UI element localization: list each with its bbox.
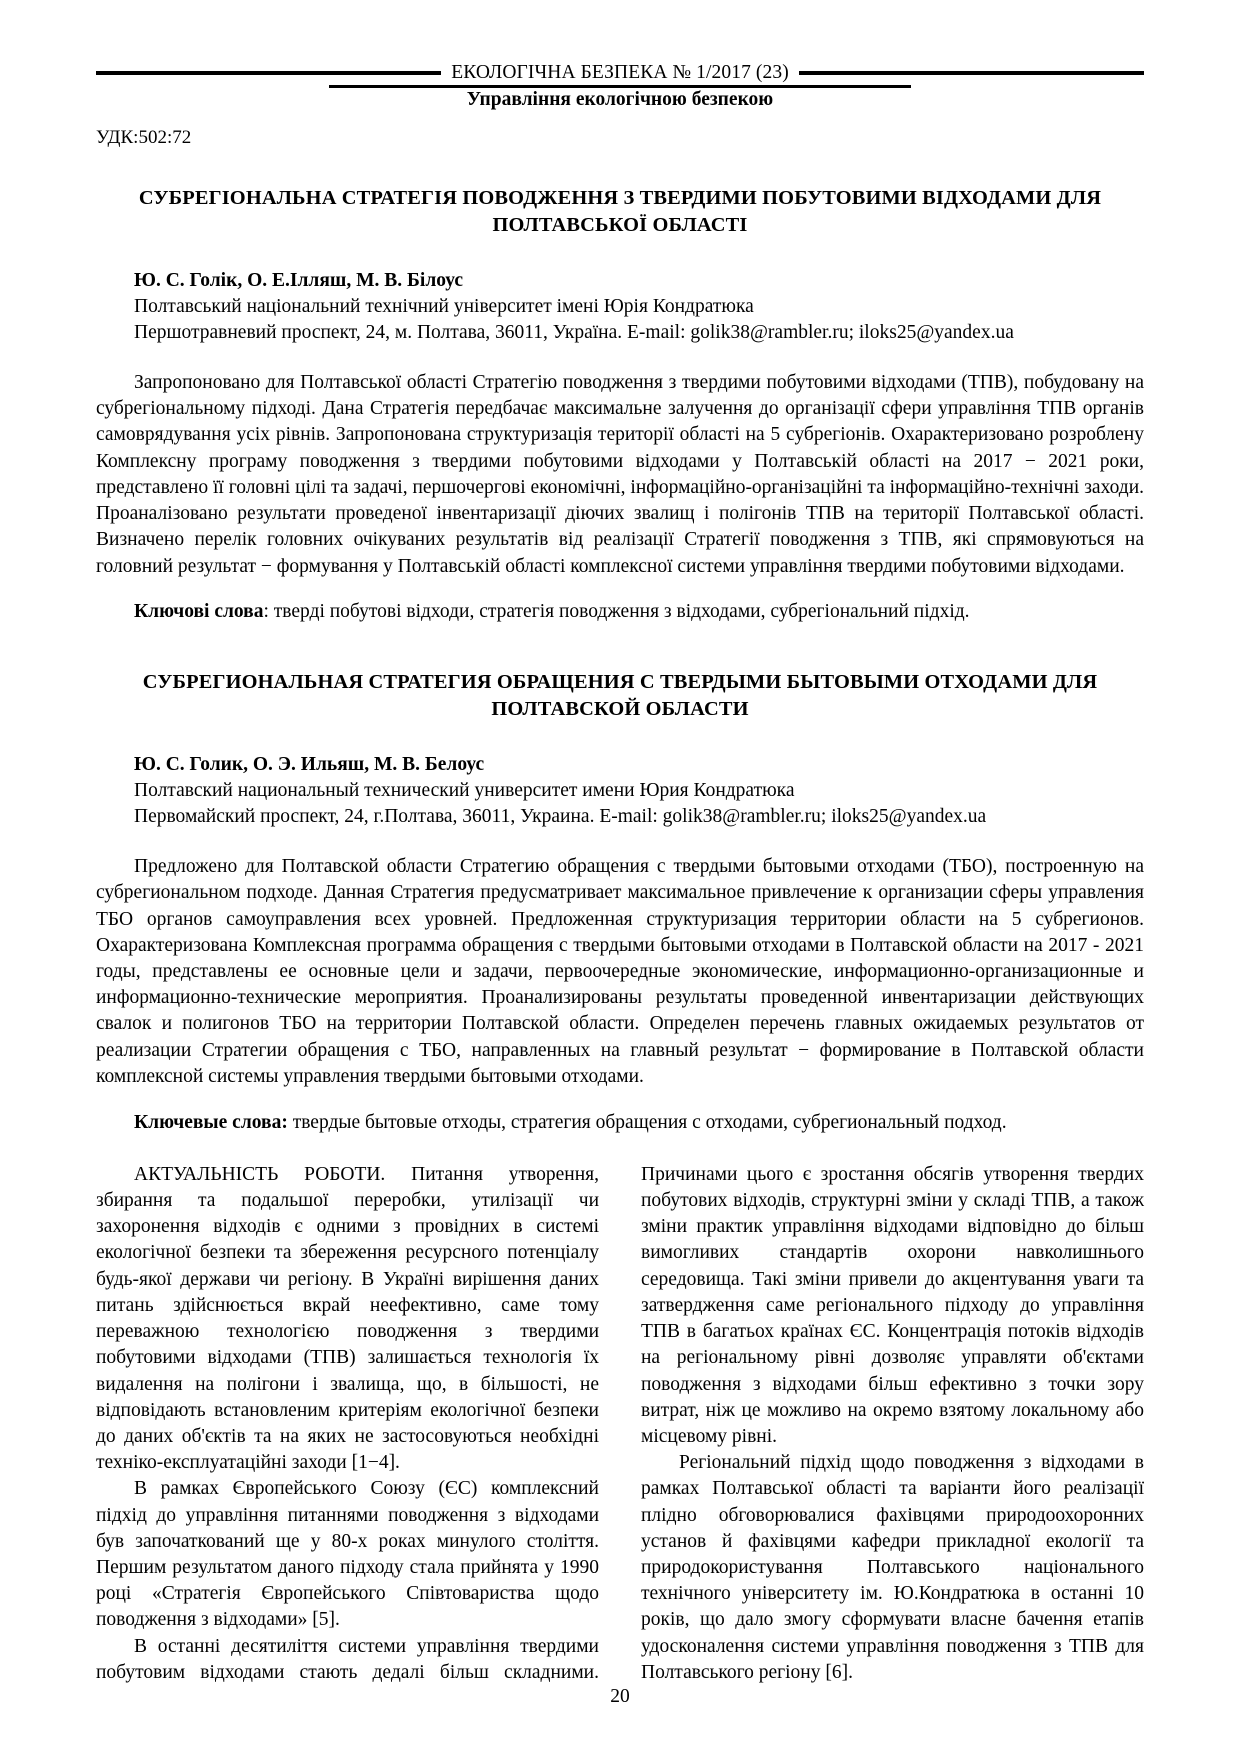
body-paragraph: АКТУАЛЬНІСТЬ РОБОТИ. Питання утворення, збирання та подальшої переробки, утилізації чи захоронення відходів є одними з провідних в системі екологічної безпеки та збереження ресурсного потенціалу будь-якої держави чи регіону. В Україні вирішення даних питань здійснюється вкрай неефективно, саме тому переважною технологією поводження з твердими побутовими відходами (ТПВ) залишається технологія їх видалення на полігони і звалища, що, в більшості, не відповідають встановленим критеріям екологічної безпеки до даних об'єктів та на яких не застосовуються необхідні техніко-експлуатаційні заходи [1−4].	[96, 1163, 599, 1474]
body-paragraph: В рамках Європейського Союзу (ЄС) комплексний підхід до управління питаннями поводження з відходами був започаткований ще у 80-х роках минулого століття. Першим результатом даного підходу стала прийнята у 1990 році «Стратегія Європейського Співтовариства щодо поводження з відходами» [5].	[96, 1478, 599, 1631]
page-title-uk: СУБРЕГІОНАЛЬНА СТРАТЕГІЯ ПОВОДЖЕННЯ З ТВЕРДИМИ ПОБУТОВИМИ ВІДХОДАМИ ДЛЯ ПОЛТАВСЬКОЇ ОБЛАСТІ	[138, 187, 1102, 236]
address-uk: Першотравневий проспект, 24, м. Полтава, 36011, Україна. E-mail: golik38@rambler.ru; iloks25@yandex.ua	[134, 321, 1014, 343]
body-columns	[96, 1162, 1144, 1692]
running-head-journal: ЕКОЛОГІЧНА БЕЗПЕКА № 1/2017 (23)	[451, 62, 789, 83]
affiliation-uk: Полтавський національний технічний університет імені Юрія Кондратюка	[134, 295, 754, 317]
authors-uk: Ю. С. Голік, О. Е.Ілляш, М. В. Білоус	[134, 269, 464, 291]
running-head	[96, 62, 1144, 84]
keywords-text-uk: : тверді побутові відходи, стратегія поводження з відходами, субрегіональний підхід.	[263, 601, 970, 623]
keywords-ru	[96, 1110, 1144, 1136]
keywords-text-ru: твердые бытовые отходы, стратегия обращения с отходами, субрегиональный подход.	[287, 1111, 1007, 1133]
keywords-label-uk: Ключові слова	[134, 601, 264, 623]
udk-code: УДК:502:72	[96, 127, 192, 149]
page-number: 20	[610, 1686, 630, 1707]
body-paragraph: Регіональний підхід щодо поводження з відходами в рамках Полтавської області та варіанти його реалізації плідно обговорювалися фахівцями природоохоронних установ й фахівцями кафедри прикладної екології та природокористування Полтавського національного технічного університету ім. Ю.Кондратюка в останні 10 років, що дало змогу сформувати власне бачення етапів удосконалення системи управління поводження з ТПВ для Полтавського регіону [6].	[641, 1452, 1144, 1683]
authors-ru: Ю. С. Голик, О. Э. Ильяш, М. В. Белоус	[134, 753, 485, 775]
keywords-label-ru: Ключевые слова:	[134, 1111, 288, 1133]
running-head-section: Управління екологічною безпекою	[329, 85, 911, 111]
abstract-ru: Предложено для Полтавской области Стратегию обращения с твердыми бытовыми отходами (ТБО), построенную на субрегиональном подходе. Данная Стратегия предусматривает максимальное привлечение к организации сферы управления ТБО органов самоуправления всех уровней. Предложенная структуризация территории области на 5 субрегионов. Охарактеризована Комплексная программа обращения с твердыми бытовыми отходами в Полтавской области на 2017 - 2021 годы, представлены ее основные цели и задачи, первоочередные экономические, информационно-организационные и информационно-технические мероприятия. Проанализированы результаты проведенной инвентаризации действующих свалок и полигонов ТБО на территории Полтавской области. Определен перечень главных ожидаемых результатов от реализации Стратегии обращения с ТБО, направленных на главный результат − формирование в Полтавской области комплексной системы управления твердыми бытовыми отходами.	[96, 856, 1144, 1087]
address-ru: Первомайский проспект, 24, г.Полтава, 36011, Украина. E-mail: golik38@rambler.ru; iloks25@yandex.ua	[134, 805, 987, 827]
body-paragraph: В останні десятиліття системи управління твердими побутовим відходами стають дедалі більш складними. Причинами цього є зростання обсягів утворення твердих побутових відходів, структурні зміни у складі ТПВ, а також зміни практик управління відходами відповідно до більш вимогливих стандартів охорони навколишнього середовища. Такі зміни привели до акцентування уваги та затвердження саме регіонального підходу до управління ТПВ в багатьох країнах ЄС. Концентрація потоків відходів на регіональному рівні дозволяє управляти об'єктами поводження з відходами більш ефективно з точки зору витрат, ніж це можливо на окремо взятому локальному або місцевому рівні.	[96, 1163, 1144, 1683]
affiliation-ru: Полтавский национальный технический университет имени Юрия Кондратюка	[134, 779, 795, 801]
page-title-ru: СУБРЕГИОНАЛЬНАЯ СТРАТЕГИЯ ОБРАЩЕНИЯ С ТВЕРДЫМИ БЫТОВЫМИ ОТХОДАМИ ДЛЯ ПОЛТАВСКОЙ ОБЛАСТИ	[142, 671, 1098, 720]
abstract-uk: Запропоновано для Полтавської області Стратегію поводження з твердими побутовими відходами (ТПВ), побудовану на субрегіональному підході. Дана Стратегія передбачає максимальне залучення до організації сфери управління ТПВ органів самоврядування усіх рівнів. Запропонована структуризація території області на 5 субрегіонів. Охарактеризовано розроблену Комплексну програму поводження з твердими побутовими відходами у Полтавській області на 2017 − 2021 роки, представлено її головні цілі та задачі, першочергові економічні, інформаційно-організаційні та інформаційно-технічні заходи. Проаналізовано результати проведеної інвентаризації діючих звалищ і полігонів ТПВ на території Полтавської області. Визначено перелік головних очікуваних результатів від реалізації Стратегії поводження з ТПВ, які спрямовуються на головний результат − формування у Полтавській області комплексної системи управління твердими побутовими відходами.	[96, 372, 1144, 577]
keywords-uk	[96, 599, 1144, 625]
running-head-rule-left	[96, 71, 441, 75]
running-head-rule-right	[799, 71, 1144, 75]
